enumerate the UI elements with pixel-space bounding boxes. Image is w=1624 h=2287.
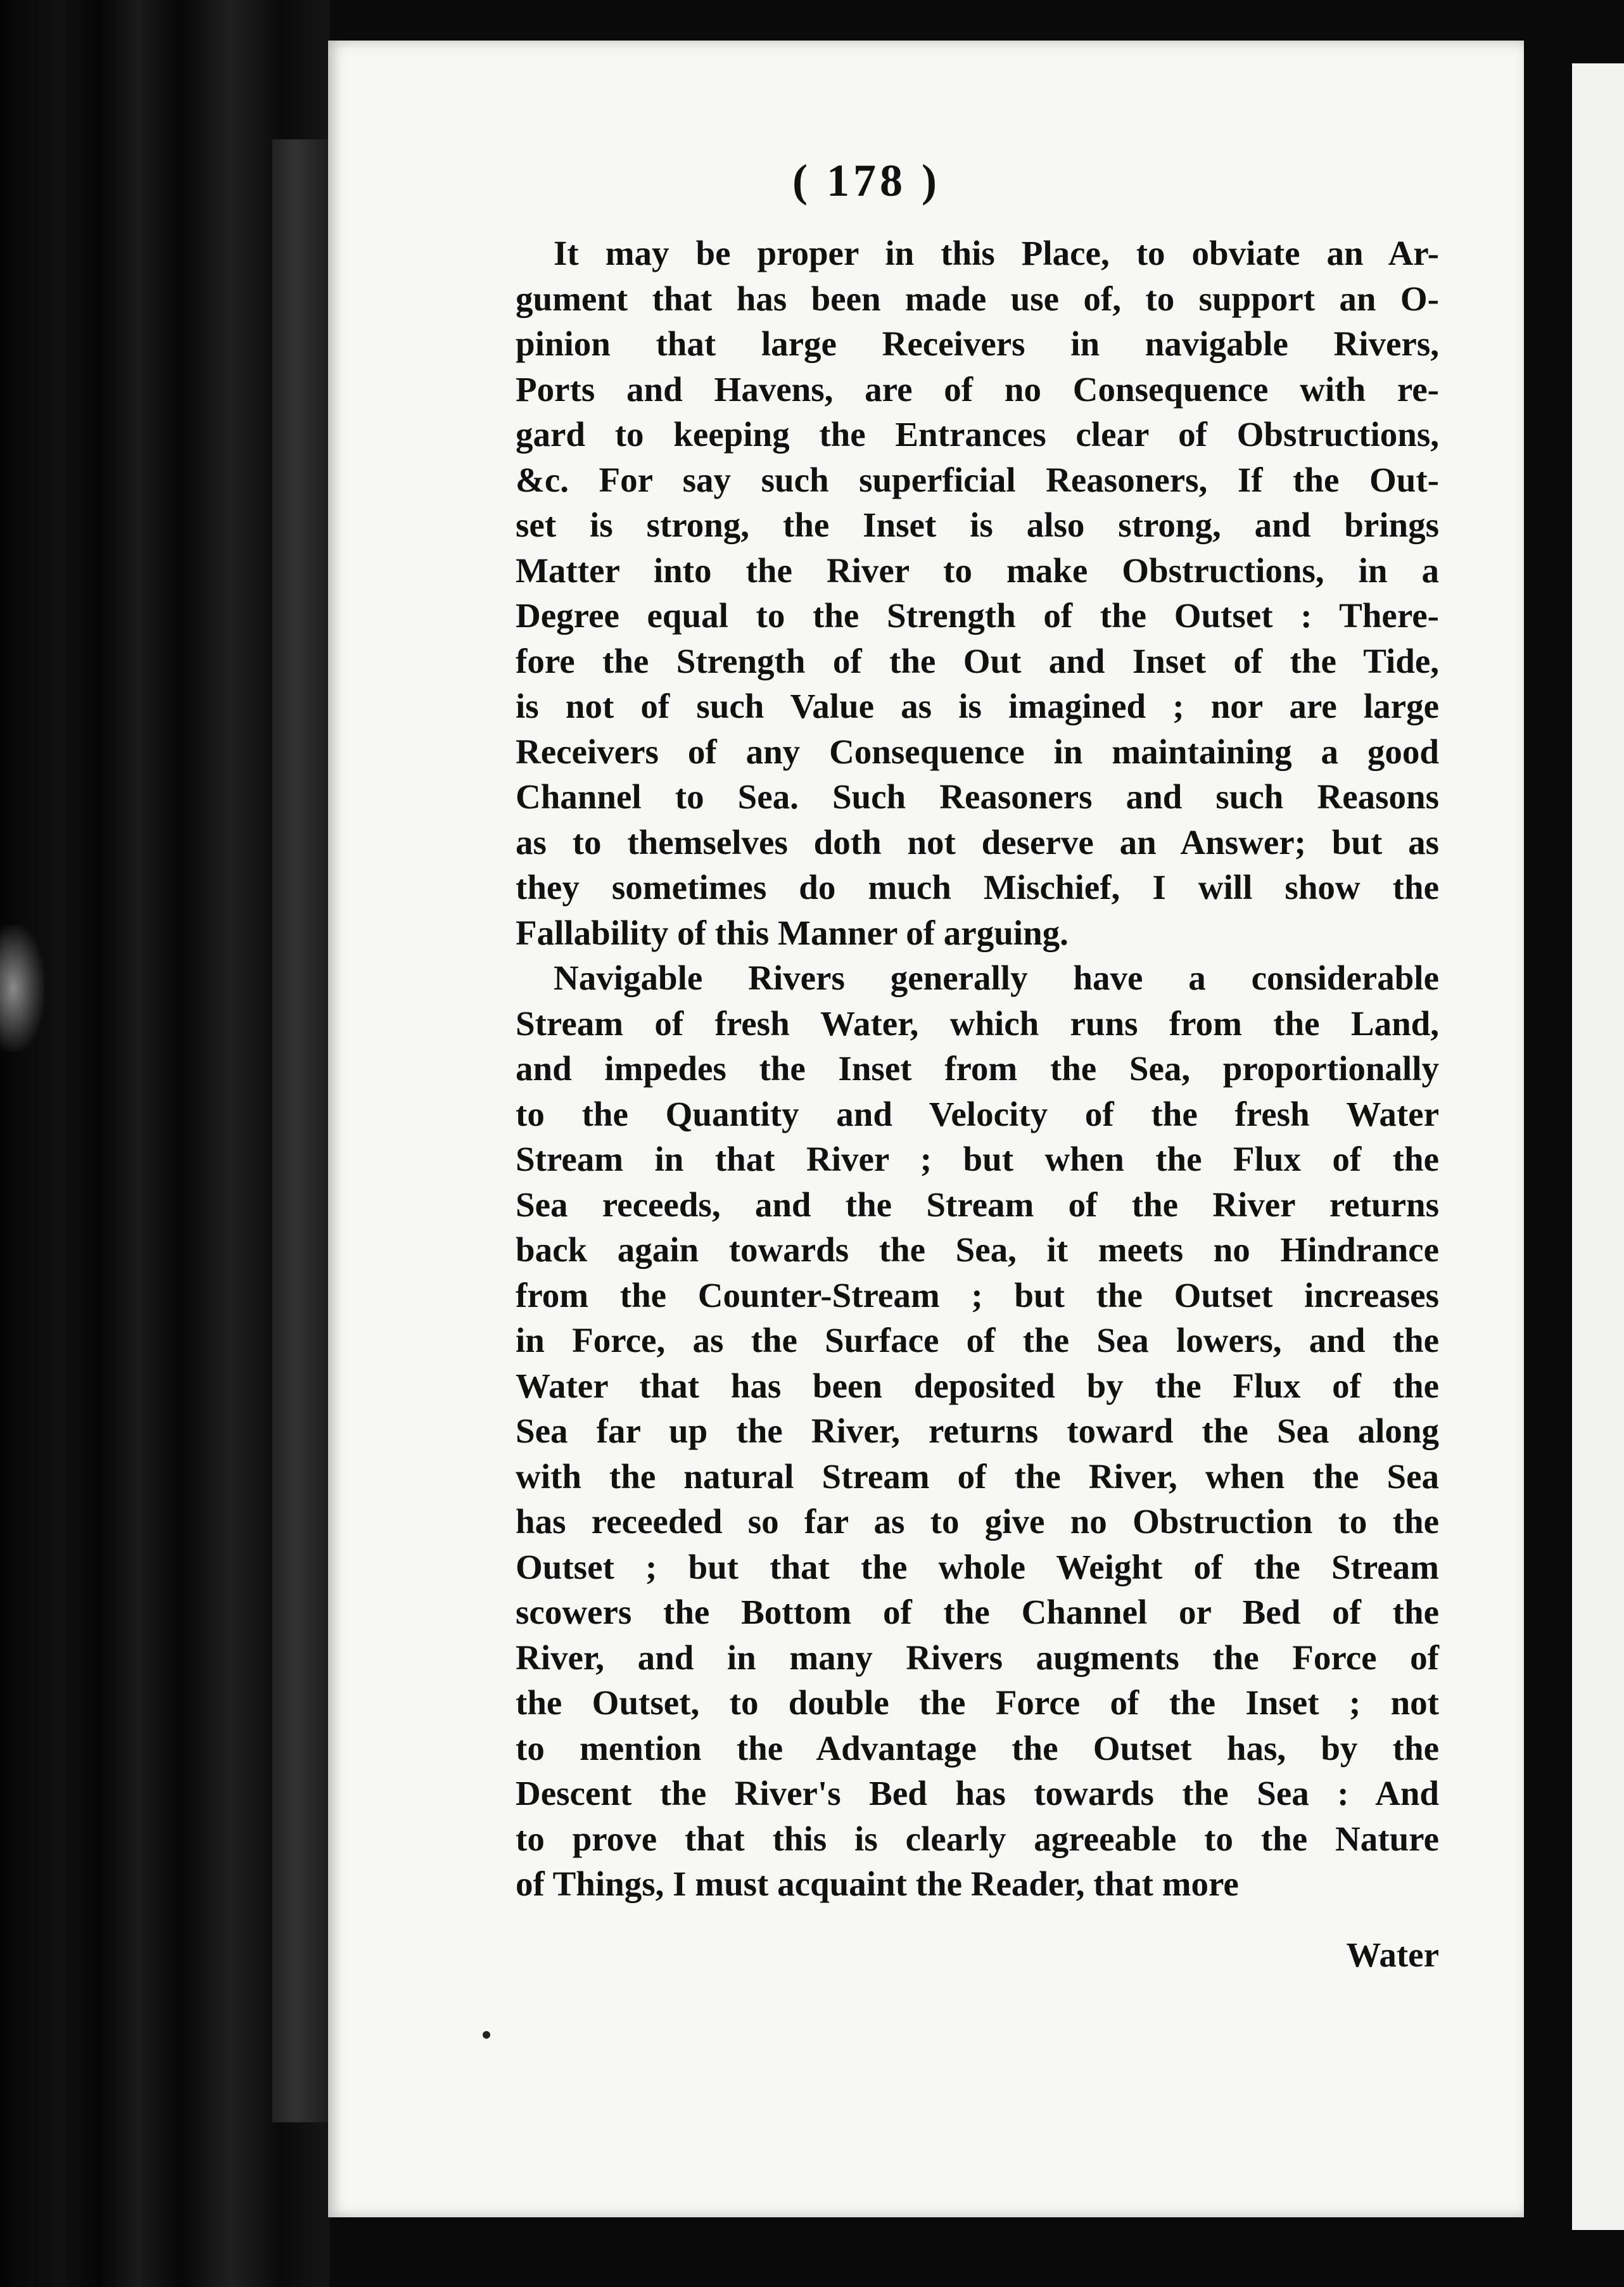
text-line: in Force, as the Surface of the Sea lowers, and the <box>516 1321 1439 1360</box>
text-line: Fallability of this Manner of arguing. <box>516 913 1069 952</box>
text-line: has receeded so far as to give no Obstruction to the <box>516 1502 1439 1541</box>
text-line: Degree equal to the Strength of the Outset : There- <box>516 596 1439 635</box>
text-line: Descent the River's Bed has towards the Sea : And <box>516 1774 1439 1812</box>
text-line: River, and in many Rivers augments the Force of <box>516 1638 1439 1677</box>
paragraph <box>516 231 1439 955</box>
binding-stain <box>0 925 44 1052</box>
text-line: to the Quantity and Velocity of the fresh Water <box>516 1094 1439 1133</box>
text-line: It may be proper in this Place, to obviate an Ar- <box>554 234 1439 272</box>
text-line: Ports and Havens, are of no Consequence with re- <box>516 369 1439 409</box>
body-text <box>516 231 1439 1907</box>
text-line: set is strong, the Inset is also strong, and brings <box>516 506 1439 544</box>
text-line: &c. For say such superficial Reasoners, If the Out- <box>516 460 1439 499</box>
text-line: Stream of fresh Water, which runs from the Land, <box>516 1003 1439 1043</box>
ink-speck <box>483 2031 490 2039</box>
text-line: Matter into the River to make Obstructions, in a <box>516 551 1439 590</box>
page-stack-edge <box>272 139 329 2122</box>
text-line: with the natural Stream of the River, when the Sea <box>516 1456 1439 1496</box>
text-line: gument that has been made use of, to support an O- <box>516 279 1439 318</box>
catchword: Water <box>1346 1935 1439 1974</box>
paragraph <box>516 955 1439 1907</box>
text-line: Water that has been deposited by the Flux of the <box>516 1366 1439 1405</box>
text-line: Receivers of any Consequence in maintaining a good <box>516 732 1439 771</box>
text-line: Navigable Rivers generally have a considerable <box>554 959 1439 997</box>
text-line: gard to keeping the Entrances clear of Obstructions, <box>516 415 1439 454</box>
page-number: ( 178 ) <box>792 155 941 206</box>
text-line: from the Counter-Stream ; but the Outset increases <box>516 1275 1439 1315</box>
text-line: and impedes the Inset from the Sea, proportionally <box>516 1049 1439 1088</box>
text-line: to mention the Advantage the Outset has, by the <box>516 1728 1439 1768</box>
text-line: Sea far up the River, returns toward the Sea along <box>516 1411 1439 1450</box>
text-line: Sea receeds, and the Stream of the River returns <box>516 1185 1439 1224</box>
text-line: scowers the Bottom of the Channel or Bed of the <box>516 1593 1439 1631</box>
text-line: is not of such Value as is imagined ; nor are large <box>516 687 1439 725</box>
book-page <box>328 41 1524 2217</box>
text-line: Outset ; but that the whole Weight of the Stream <box>516 1547 1439 1586</box>
text-line: to prove that this is clearly agreeable to the Nature <box>516 1819 1439 1858</box>
text-line: as to themselves doth not deserve an Answer; but as <box>516 822 1439 862</box>
text-line: the Outset, to double the Force of the Inset ; not <box>516 1683 1439 1722</box>
text-line: of Things, I must acquaint the Reader, that more <box>516 1864 1239 1903</box>
text-line: they sometimes do much Mischief, I will show the <box>516 868 1439 907</box>
text-line: back again towards the Sea, it meets no Hindrance <box>516 1230 1439 1269</box>
text-line: fore the Strength of the Out and Inset of the Tide, <box>516 641 1439 680</box>
text-line: Channel to Sea. Such Reasoners and such Reasons <box>516 777 1439 816</box>
text-line: Stream in that River ; but when the Flux of the <box>516 1140 1439 1178</box>
text-line: pinion that large Receivers in navigable Rivers, <box>516 324 1439 363</box>
adjacent-page-edge <box>1572 63 1624 2230</box>
